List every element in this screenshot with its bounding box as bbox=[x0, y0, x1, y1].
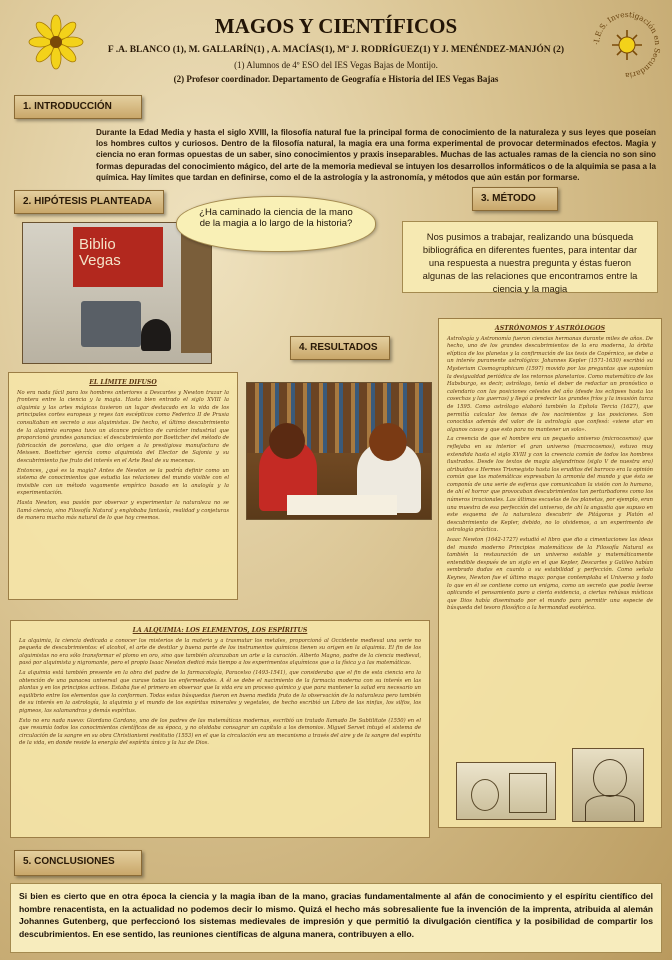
method-text-box: Nos pusimos a trabajar, realizando una búsqueda bibliográfica en diferentes fuentes, para intentar dar una respuesta a nuestra pregunta y éstas fueron algunas de las relaciones que encontramos entre la ciencia y la magia bbox=[402, 221, 658, 293]
poster-title: MAGOS Y CIENTÍFICOS bbox=[214, 14, 458, 38]
panel-alquimia-p3: Esto no era nada nuevo: Giordano Cardano, uno de los padres de las matemáticas modernas, escribió un tratado llamado De Subtilitate (1550) en el que resumía todos los conocimientos científicos de su época, y no olvidaba consagrar un capítulo a los demonios. Miguel Servet intuyó el sistema de circulación de la sangre en su obra Christianismi restitutio (1553) en el que la circulación era un mecanismo a través del aire y de la sangre del espíritu de la vida, en donde reside la energía del espíritu único y la luz de Dios. bbox=[19, 717, 421, 747]
panel-alquimia bbox=[10, 620, 430, 838]
section-method-label: 3. MÉTODO bbox=[472, 187, 558, 211]
hypothesis-question-bubble: ¿Ha caminado la ciencia de la mano de la magia a lo largo de la historia? bbox=[176, 196, 376, 252]
seal-text: ·I.E.S. Investigación en Secundaria bbox=[591, 9, 663, 81]
student-red-head bbox=[269, 423, 305, 459]
section-conclusions-label: 5. CONCLUSIONES bbox=[14, 850, 142, 876]
section-hypothesis-label: 2. HIPÓTESIS PLANTEADA bbox=[14, 190, 164, 214]
coordinator-line: (2) Profesor coordinador. Departamento de Geografía e Historia del IES Vegas Bajas bbox=[173, 74, 499, 84]
panel-astronomos-p1: Astrología y Astronomía fueron ciencias hermanas durante miles de años. De hecho, uno de los grandes descubrimientos de la era moderna, la órbita elíptica de los planetas y la confirmación de las tesis de Copérnico, se debe a un interés puramente astrológico: Johannes Kepler (1571-1630) escribió su Mysterium Cosmographicum (1597) movido por las preguntas que suponían la desigualdad periódica de los retornos planetarios. Como matemático de los Habsburgo, es decir, astrólogo, tenía el deber de redactar un pronóstico o calendario con las posiciones celestes del año (desde los eclipses hasta las cosechas y las guerras) y llegó a predecir las grandes fríos y la invasión turca de 1595. Como astrólogo elaboró también la Epítola Tercia (1627), que permitía calcular los temas de los nacimientos y las posiciones. Son conocidas además del valor de la astrología que confesó: «viene atar en algunos casos y que esto para no mantener un solo». bbox=[447, 335, 653, 433]
panel-limite-difuso-heading: EL LÍMITE DIFUSO bbox=[89, 379, 157, 386]
student-figure bbox=[141, 319, 171, 351]
panel-astronomos-heading: ASTRÓNOMOS Y ASTRÓLOGOS bbox=[494, 325, 606, 332]
panel-alquimia-p2: La alquimia está también presente en la obra del padre de la farmacología, Paracelso (1493-1541), que consideraba que el fin de esta ciencia era la obtención de una panacea universal que curase todas las enfermedades. A él se debe el nacimiento de la farmacia moderna con su interés en las plantas y en los principios activos. Estaba fue el primero en observar que la vida era un proceso químico y que para mantener la salud era necesario un equilibrio entre los elementos que la conforman. Todas estas búsquedas fueron en buena medida fruto de la observación de la naturaleza pero también de su interés en la astrología, la alquimia y el mundo de los espíritus minerales y vegetales, de hecho escribió un Libro de las ninfas, los silfos, los pigmeos, las salamandras y demás espíritus. bbox=[19, 669, 421, 714]
section-results-label: 4. RESULTADOS bbox=[290, 336, 390, 360]
biblio-sign bbox=[73, 227, 163, 287]
student-white-head bbox=[369, 423, 407, 461]
panel-alquimia-heading: LA ALQUIMIA: LOS ELEMENTOS, LOS ESPÍRITUS bbox=[132, 627, 308, 634]
conclusions-text: Si bien es cierto que en otra época la ciencia y la magia iban de la mano, gracias fundamentalmente al afán de conocimiento y el espíritu científico del hombre renacentista, en la actualidad no podemos decir lo mismo. Quizá el hecho más sobresaliente fue la invención de la imprenta, atribuida al alemán Johannes Gutenberg, que perfeccionó los sistemas medievales de impresión y que permitió la divulgación científica y la posibilidad de compartir los descubrimientos. En ese sentido, las reuniones científicas de alguna manera, contribuyen a ello. bbox=[10, 883, 662, 953]
library-photo bbox=[22, 222, 212, 364]
panel-limite-difuso-p1: No era nada fácil para los hombres anteriores a Descartes y Newton trazar la frontera entre la ciencia y la magia. Hasta bien entrado el siglo XVIII la alquimia y las artes mágicas tuvieron un lugar destacado en la vida de los principales cortes europeas y reyes tan escépticos como Federico II de Prusia consultaban en secreto a sus alquimistas. De hecho, el último descubrimiento de la alquimia europea tuvo un alcance práctico de carácter industrial que proporcionó grandes ganancias: el descubrimiento por Boettcher del método de fabricación de porcelana, que dio origen a la prestigiosa manufactura de Meissen. Boettcher ejercía como alquimista del Elector de Sajonia y su descubrimiento fue fruto del interés en el Arte Real de su mecenas. bbox=[17, 389, 229, 464]
engraving-portrait bbox=[572, 748, 644, 822]
engraving-alchemist-figure bbox=[471, 779, 499, 811]
students-reading-photo bbox=[246, 382, 432, 520]
panel-astronomos-p3: Isaac Newton (1642-1727) estudió el libro que dio a cimentaciones las ideas del mundo moderno Principios matemáticos de la Filosofía Natural es también la restauración de un universo estable y matemáticamente entendible después de un siglo en el que Kepler, Descartes y Galileo habían sembrado dudas en cuanto a su estabilidad y perfección. Como señala Keynes, Newton fue el último mago: porque contemplaba el Universo y todo lo que en él se contiene como un enigma, como un secreto que podía leerse aplicando el pensamiento puro a cierta evidencia, a ciertas rehúsas místicas que Dios había diseminado por el mundo para permitir una especie de búsqueda del tesoro filosófico a la hermandad esotérica. bbox=[447, 537, 653, 612]
engraving-alchemist bbox=[456, 762, 556, 820]
engraving-portrait-body bbox=[585, 795, 635, 822]
introduction-text: Durante la Edad Media y hasta el siglo XVIII, la filosofía natural fue la principal forma de conocimiento de la naturaleza y sus leyes que poseían los hombres cultos y curiosos. Dentro de la filosofía natural, la magia era una forma experimental de provocar determinados efectos. Magia y ciencia no eran formas opuestas de un saber, sino conocimientos y praxis inseparables. Muchas de las actuales ramas de la ciencia no son sino formas depuradas del conocimiento mágico, del arte de la memoria medieval se intuyen los desarrollos informáticos o de la alquimia se pasa a la química. Hay límites que tardan en definirse, como el de la astrología y la astronomía, y métodos que aún están por formarse. bbox=[96, 128, 657, 182]
open-book bbox=[287, 495, 397, 515]
affiliation-line: (1) Alumnos de 4º ESO del IES Vegas Bajas de Montijo. bbox=[234, 60, 438, 70]
panel-limite-difuso bbox=[8, 372, 238, 600]
bookshelf bbox=[181, 233, 211, 353]
panel-limite-difuso-p2: Entonces, ¿qué es la magia? Antes de Newton se la podría definir como un sistema de conocimientos que estudia las relaciones del mundo visible con el invisible con un método vagamente empírico basado en la analogía y la experimentación. bbox=[17, 467, 229, 497]
section-introduction-label: 1. INTRODUCCIÓN bbox=[14, 95, 142, 119]
engraving-alchemist-apparatus bbox=[509, 773, 547, 813]
panel-astronomos-p2: La creencia de que el hombre era un pequeño universo (microcosmos) que reflejaba en su interior el gran universo (macrocosmos), estuvo muy extendida hasta el siglo XVIII y con la creencia común de todos los hombres ilustrados. Desde los textos de magia alejandrinos (siglo V de nuestra era) atribuidos a Hermes Trismegisto hasta los eruditos del barroco era la opinión común que las matemáticas expresaban la armonía del mundo y que ésta se componía de una serie de esferas que comunicaban la visión con lo humano, de ahí el horror que provocaban descubrimientos tan perturbadores como los números irracionales. Las últimas escuelas de los planetas, por ejemplo, eran una muestra de esa perfección del universo, de ahí la angustia que supuso en este esquema de la naturaleza descubrir de Pitágoras y Platón el descubrimiento de Kepler, debido, no lo olvidemos, a un experimento de astrología práctica. bbox=[447, 436, 653, 534]
panel-alquimia-p1: La alquimia, la ciencia dedicada a conocer los misterios de la materia y a trasmutar los metales, proporcionó al Occidente medieval una serie no pequeña de descubrimientos: el alcohol, el arte de destilar y buena parte de los instrumentos químicos tienen su origen en la alquimia. El fin de los alquimistas no era sólo transformar el plomo en oro, sino que también alcanzaban un arte a la curación. Alberto Magno, padre de la ciencia medieval, pasó por alquimista y nigromante, pero el propio Isaac Newton dedicó más tiempo a los experimentos alquímicos que a la física y a las matemáticas. bbox=[19, 637, 421, 667]
biblio-sign-text: Biblio Vegas bbox=[79, 236, 121, 269]
computer-monitor bbox=[81, 301, 141, 347]
panel-limite-difuso-p3: Hasta Newton, esa pasión por observar y experimentar la naturaleza no se llamó ciencia, sino Filosofía Natural y englobaba fantasía, realidad y conjeturas de manera mucho más natural de lo que hoy creemos. bbox=[17, 499, 229, 522]
authors-line: F .A. BLANCO (1), M. GALLARÍN(1) , A. MACÍAS(1), Mª J. RODRÍGUEZ(1) Y J. MENÉNDEZ-MANJÓN (2) bbox=[107, 45, 565, 55]
engraving-portrait-head bbox=[593, 759, 627, 797]
